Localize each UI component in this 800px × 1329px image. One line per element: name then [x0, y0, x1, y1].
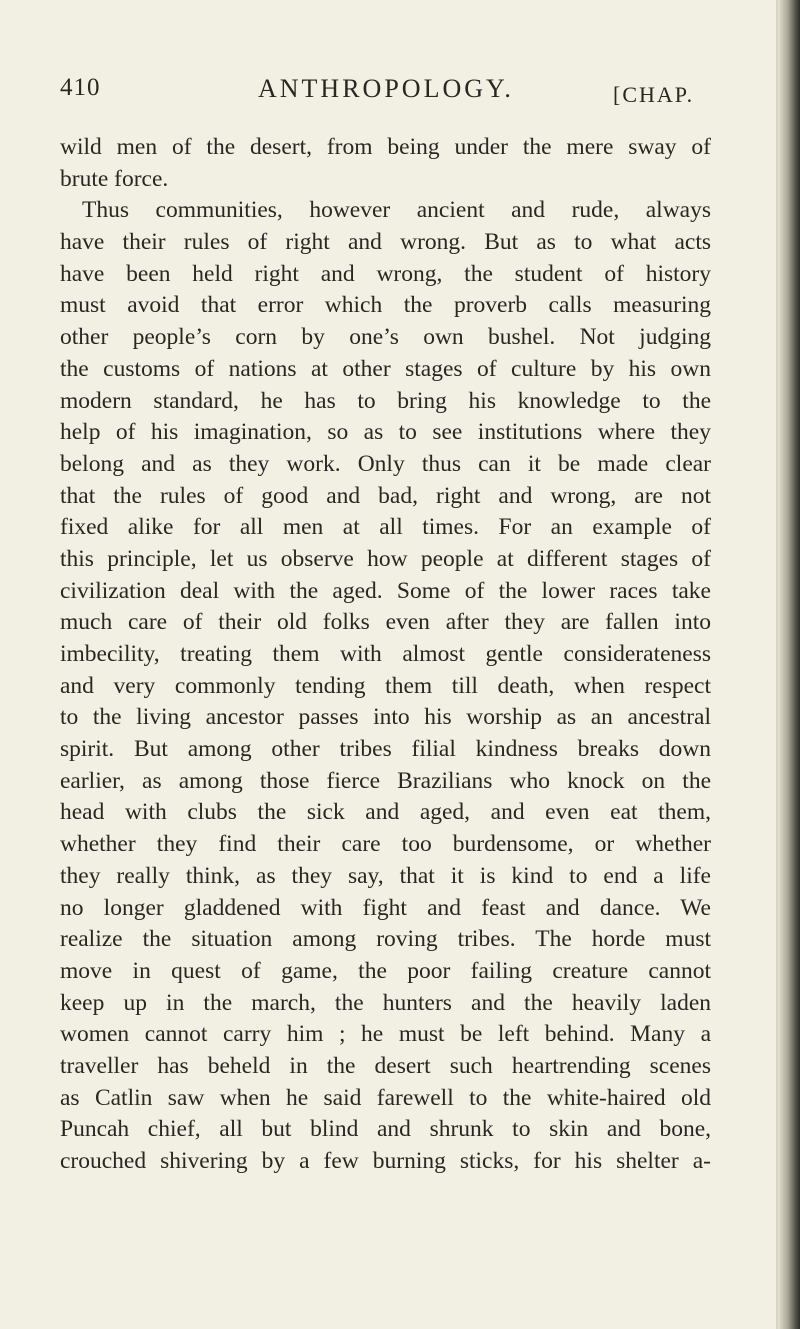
text-line: have been held right and wrong, the student of history — [60, 260, 711, 287]
text-line: traveller has beheld in the desert such heartrending scenes — [60, 1052, 711, 1079]
text-line: they really think, as they say, that it is kind to end a life — [60, 862, 711, 889]
text-line: crouched shivering by a few burning sticks, for his shelter a- — [60, 1148, 711, 1174]
text-line: whether they find their care too burdensome, or whether — [60, 831, 711, 858]
text-line: head with clubs the sick and aged, and even eat them, — [60, 799, 711, 826]
text-line: civilization deal with the aged. Some of the lower races take — [60, 577, 711, 604]
text-line: brute force. — [60, 165, 169, 192]
text-line: and very commonly tending them till death, when respect — [60, 672, 711, 699]
text-line: Puncah chief, all but blind and shrunk to skin and bone, — [60, 1116, 711, 1143]
text-line: Thus communities, however ancient and rude, always — [82, 197, 711, 224]
text-line: much care of their old folks even after they are fallen into — [60, 609, 711, 636]
text-line: must avoid that error which the proverb calls measuring — [60, 292, 711, 319]
body-text — [60, 132, 711, 1178]
running-title: ANTHROPOLOGY. — [258, 74, 514, 103]
text-line: as Catlin saw when he said farewell to the white-haired old — [60, 1084, 711, 1111]
text-line: earlier, as among those fierce Brazilians who knock on the — [60, 767, 711, 794]
text-line: belong and as they work. Only thus can it be made clear — [60, 450, 711, 477]
text-line: the customs of nations at other stages of culture by his own — [60, 355, 711, 382]
text-line: fixed alike for all men at all times. For an example of — [60, 514, 711, 541]
text-line: other people’s corn by one’s own bushel. Not judging — [60, 324, 711, 351]
text-line: that the rules of good and bad, right and wrong, are not — [60, 482, 711, 509]
text-line: modern standard, he has to bring his knowledge to the — [60, 387, 711, 414]
page-number: 410 — [60, 74, 101, 101]
text-line: women cannot carry him ; he must be left behind. Many a — [60, 1021, 711, 1048]
text-line: this principle, let us observe how people at different stages of — [60, 545, 711, 572]
text-line: spirit. But among other tribes filial kindness breaks down — [60, 736, 711, 763]
text-line: imbecility, treating them with almost gentle considerateness — [60, 641, 711, 667]
chapter-marker: [CHAP. — [613, 82, 695, 107]
text-line: have their rules of right and wrong. But as to what acts — [60, 229, 711, 256]
text-line: wild men of the desert, from being under the mere sway of — [60, 134, 711, 160]
text-line: help of his imagination, so as to see institutions where they — [60, 419, 711, 446]
text-line: keep up in the march, the hunters and the heavily laden — [60, 989, 711, 1016]
page-header — [60, 74, 710, 114]
text-line: to the living ancestor passes into his worship as an ancestral — [60, 704, 711, 731]
text-line: no longer gladdened with fight and feast and dance. We — [60, 894, 711, 921]
text-line: move in quest of game, the poor failing creature cannot — [60, 957, 711, 984]
text-line: realize the situation among roving tribes. The horde must — [60, 926, 711, 953]
book-spine-shadow — [778, 0, 800, 1329]
